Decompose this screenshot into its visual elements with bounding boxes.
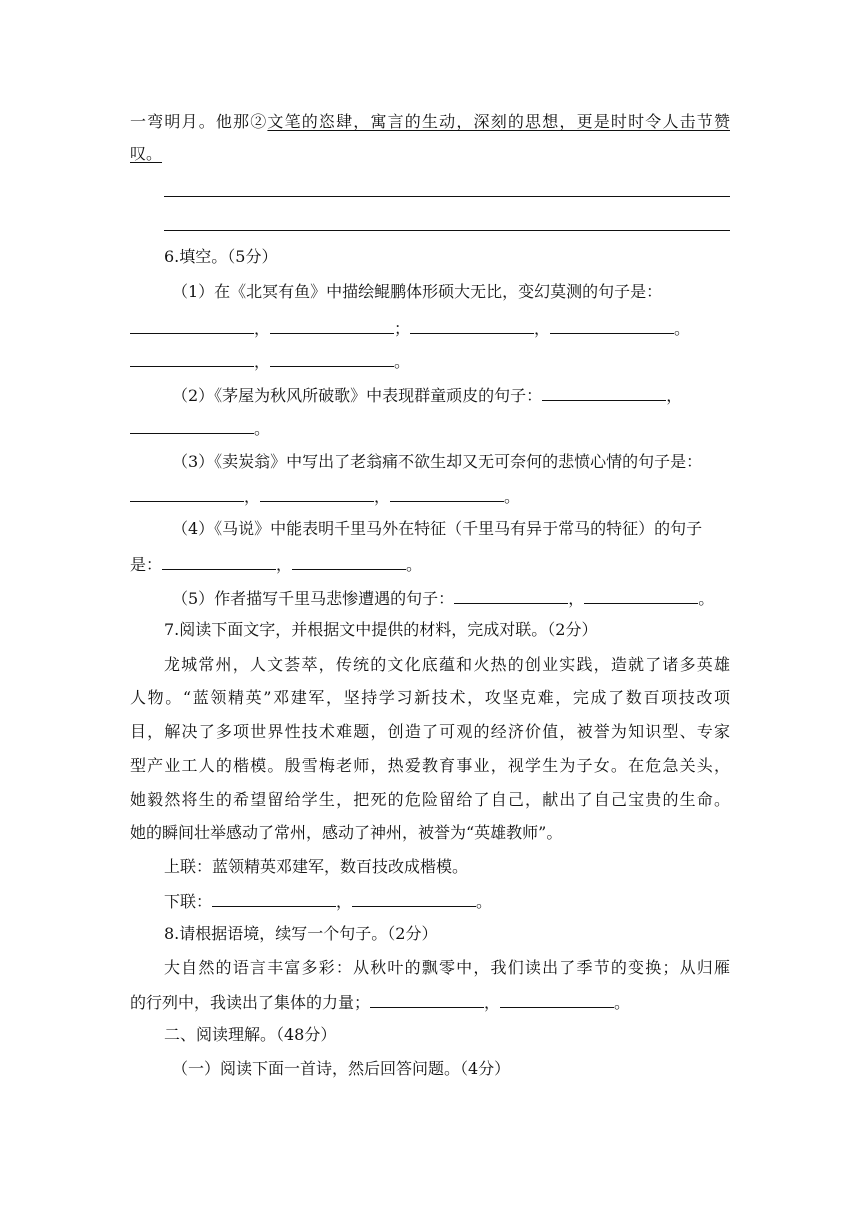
q8-line-2-text: 的行列中，我读出了集体的力量； xyxy=(130,993,371,1012)
blank[interactable] xyxy=(292,553,406,570)
answer-line-2[interactable] xyxy=(164,230,730,231)
punct: 。 xyxy=(406,555,423,574)
q7-passage-line: 她毅然将生的希望留给学生，把死的危险留给了自己，献出了自己宝贵的生命。 xyxy=(130,790,730,809)
blank[interactable] xyxy=(130,317,254,334)
punct: ； xyxy=(394,319,411,338)
q8-line-1: 大自然的语言丰富多彩：从秋叶的飘零中，我们读出了季节的变换；从归雁 xyxy=(164,958,730,977)
blank[interactable] xyxy=(410,317,534,334)
section-2-title: 二、阅读理解。（48分） xyxy=(164,1025,337,1044)
q7-upper-couplet: 上联：蓝领精英邓建军，数百技改成楷模。 xyxy=(164,857,469,876)
blank[interactable] xyxy=(500,991,614,1008)
blank[interactable] xyxy=(550,317,674,334)
punct: ， xyxy=(374,487,391,506)
blank[interactable] xyxy=(584,587,698,604)
blank[interactable] xyxy=(454,587,568,604)
q7-passage-line: 型产业工人的楷模。殷雪梅老师，热爱教育事业，视学生为子女。在危急关头， xyxy=(130,756,730,775)
answer-line-1[interactable] xyxy=(164,196,730,197)
blank[interactable] xyxy=(260,485,374,502)
q7-passage-line: 龙城常州，人文荟萃，传统的文化底蕴和火热的创业实践，造就了诸多英雄 xyxy=(164,655,730,674)
q7-lower-couplet xyxy=(164,890,730,912)
q6-s2-row2 xyxy=(130,417,730,439)
q6-s4-prompt-line2: 是： xyxy=(130,555,163,574)
top-text-plain: 一弯明月。他那② xyxy=(130,112,268,131)
blank[interactable] xyxy=(352,890,476,907)
underlined-sentence-part-2: 叹。 xyxy=(130,144,163,163)
q6-s4-prompt-line1: （4）《马说》中能表明千里马外在特征（千里马有异于常马的特征）的句子 xyxy=(172,519,703,538)
punct: 。 xyxy=(614,993,631,1012)
q7-passage-line: 她的瞬间壮举感动了常州，感动了神州，被誉为“英雄教师”。 xyxy=(130,823,563,842)
q7-title: 7.阅读下面文字，并根据文中提供的材料，完成对联。（2分） xyxy=(164,620,598,639)
punct: ， xyxy=(254,352,271,371)
q6-s2-prompt: （2）《茅屋为秋风所破歌》中表现群童顽皮的句子： xyxy=(172,386,543,405)
q6-s3-prompt: （3）《卖炭翁》中写出了老翁痛不欲生却又无可奈何的悲愤心情的句子是： xyxy=(172,452,703,471)
blank[interactable] xyxy=(542,384,666,401)
blank[interactable] xyxy=(162,553,276,570)
q8-line-2 xyxy=(130,991,730,1013)
q6-s2 xyxy=(172,384,730,406)
punct: ， xyxy=(254,319,271,338)
punct: 。 xyxy=(504,487,521,506)
q6-s1-blanks-row2 xyxy=(130,350,730,372)
q6-s3-blanks xyxy=(130,485,730,507)
q6-s5-prompt: （5）作者描写千里马悲惨遭遇的句子： xyxy=(172,589,455,608)
punct: 。 xyxy=(476,892,493,911)
blank[interactable] xyxy=(390,485,504,502)
punct: 。 xyxy=(674,319,691,338)
q7-passage-line: 目，解决了多项世界性技术难题，创造了可观的经济价值，被誉为知识型、专家 xyxy=(130,722,730,741)
punct: ， xyxy=(484,993,501,1012)
top-text-line-2 xyxy=(130,144,730,164)
blank[interactable] xyxy=(130,485,244,502)
blank[interactable] xyxy=(130,417,254,434)
q6-s1-blanks-row1 xyxy=(130,317,730,339)
blank[interactable] xyxy=(130,350,254,367)
punct: ， xyxy=(568,589,585,608)
section-2-sub-1: （一）阅读下面一首诗，然后回答问题。（4分） xyxy=(172,1059,511,1078)
q6-s1-prompt: （1）在《北冥有鱼》中描绘鲲鹏体形硕大无比，变幻莫测的句子是： xyxy=(172,282,663,301)
q6-title: 6.填空。（5分） xyxy=(164,247,278,266)
blank[interactable] xyxy=(270,317,394,334)
q7-lower-label: 下联： xyxy=(164,892,213,911)
q7-passage-line: 人物。“蓝领精英”邓建军，坚持学习新技术，攻坚克难，完成了数百项技改项 xyxy=(130,688,730,707)
underlined-sentence-part-1: 文笔的恣肆，寓言的生动，深刻的思想，更是时时令人击节赞 xyxy=(267,112,730,131)
top-text-line-1 xyxy=(130,112,730,132)
punct: 。 xyxy=(394,352,411,371)
punct: ， xyxy=(244,487,261,506)
punct: ， xyxy=(276,555,293,574)
q6-s5 xyxy=(172,587,730,609)
punct: ， xyxy=(666,386,683,405)
q8-title: 8.请根据语境，续写一个句子。（2分） xyxy=(164,924,438,943)
blank[interactable] xyxy=(212,890,336,907)
blank[interactable] xyxy=(370,991,484,1008)
punct: 。 xyxy=(698,589,715,608)
punct: ， xyxy=(534,319,551,338)
punct: 。 xyxy=(254,419,271,438)
punct: ， xyxy=(336,892,353,911)
q6-s4-row2 xyxy=(130,553,730,575)
blank[interactable] xyxy=(270,350,394,367)
